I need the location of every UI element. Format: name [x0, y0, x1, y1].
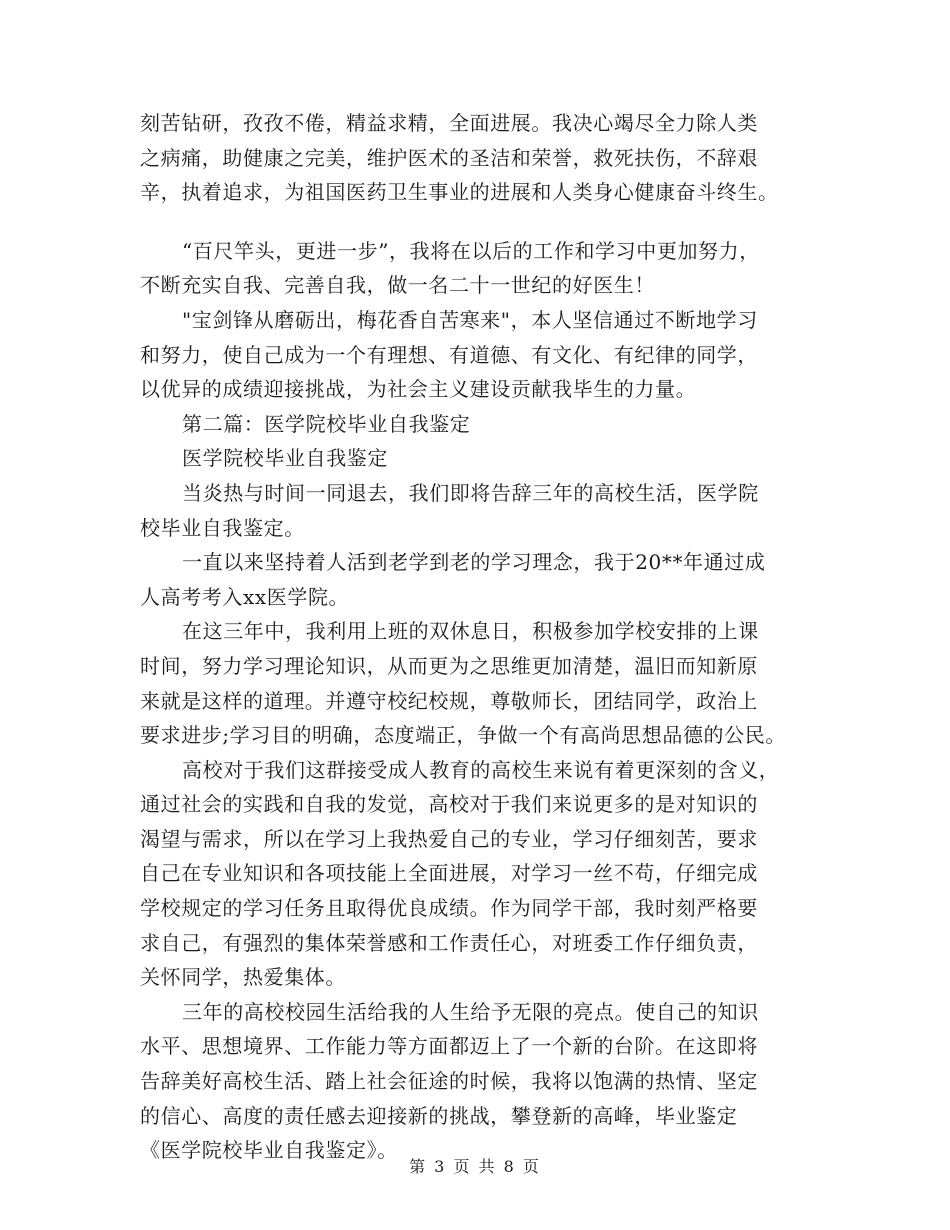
text-line: 和努力，使自己成为一个有理想、有道德、有文化、有纪律的同学， [140, 342, 758, 367]
text-line: "宝剑锋从磨砺出，梅花香自苦寒来"，本人坚信通过不断地学习 [182, 307, 758, 332]
text-line: 医学院校毕业自我鉴定 [182, 446, 388, 471]
text-line: 时间，努力学习理论知识，从而更为之思维更加清楚，温旧而知新原 [140, 653, 758, 678]
paragraph [140, 234, 830, 303]
text-line: “百尺竿头，更进一步”，我将在以后的工作和学习中更加努力， [182, 238, 760, 263]
text-line: 要求进步;学习目的明确，态度端正，争做一个有高尚思想品德的公民。 [140, 723, 786, 748]
text-line: 来就是这样的道理。并遵守校纪校规，尊敬师长，团结同学，政治上 [140, 688, 758, 713]
text-line: 一直以来坚持着人活到老学到老的学习理念，我于20**年通过成 [182, 550, 766, 575]
text-line: 在这三年中，我利用上班的双休息日，积极参加学校安排的上课 [182, 619, 759, 644]
text-line: 辛，执着追求，为祖国医药卫生事业的进展和人类身心健康奋斗终生。 [140, 180, 779, 205]
paragraph [140, 106, 830, 210]
text-line: 自己在专业知识和各项技能上全面进展，对学习一丝不苟，仔细完成 [140, 861, 758, 886]
paragraph [140, 995, 830, 1168]
text-line: 不断充实自我、完善自我，做一名二十一世纪的好医生！ [140, 273, 655, 298]
text-line: 告辞美好高校生活、踏上社会征途的时候，我将以饱满的热情、坚定 [140, 1069, 758, 1094]
text-line: 刻苦钻研，孜孜不倦，精益求精，全面进展。我决心竭尽全力除人类 [140, 111, 758, 135]
text-line: 以优异的成绩迎接挑战，为社会主义建设贡献我毕生的力量。 [140, 377, 697, 402]
text-line: 通过社会的实践和自我的发觉，高校对于我们来说更多的是对知识的 [140, 792, 758, 817]
text-line: 渴望与需求，所以在学习上我热爱自己的专业，学习仔细刻苦，要求 [140, 826, 758, 851]
text-line: 高校对于我们这群接受成人教育的高校生来说有着更深刻的含义， [182, 757, 780, 782]
text-line: 水平、思想境界、工作能力等方面都迈上了一个新的台阶。在这即将 [140, 1034, 758, 1059]
paragraph [140, 545, 830, 614]
text-line: 学校规定的学习任务且取得优良成绩。作为同学干部，我时刻严格要 [140, 896, 758, 921]
text-line: 关怀同学，热爱集体。 [140, 965, 346, 990]
paragraph [140, 614, 830, 752]
text-line: 人高考考入xx医学院。 [140, 584, 350, 609]
paragraph [140, 753, 830, 995]
text-line: 当炎热与时间一同退去，我们即将告辞三年的高校生活，医学院 [182, 480, 759, 505]
text-line: 第二篇：医学院校毕业自我鉴定 [182, 411, 471, 436]
paragraph [140, 476, 830, 545]
text-line: 三年的高校校园生活给我的人生给予无限的亮点。使自己的知识 [182, 999, 759, 1024]
paragraph [140, 441, 830, 476]
paragraph [140, 407, 830, 442]
text-line: 《医学院校毕业自我鉴定》。 [140, 1138, 398, 1163]
text-line: 之病痛，助健康之完美，维护医术的圣洁和荣誉，救死扶伤，不辞艰 [140, 145, 758, 170]
text-line: 的信心、高度的责任感去迎接新的挑战，攀登新的高峰，毕业鉴定 [140, 1103, 738, 1128]
document-body [140, 106, 830, 1168]
paragraph-gap [140, 210, 830, 234]
paragraph [140, 303, 830, 407]
text-line: 校毕业自我鉴定。 [140, 515, 305, 540]
text-line: 求自己，有强烈的集体荣誉感和工作责任心，对班委工作仔细负责， [140, 930, 758, 955]
page-footer: 第 3 页 共 8 页 [409, 1157, 541, 1176]
